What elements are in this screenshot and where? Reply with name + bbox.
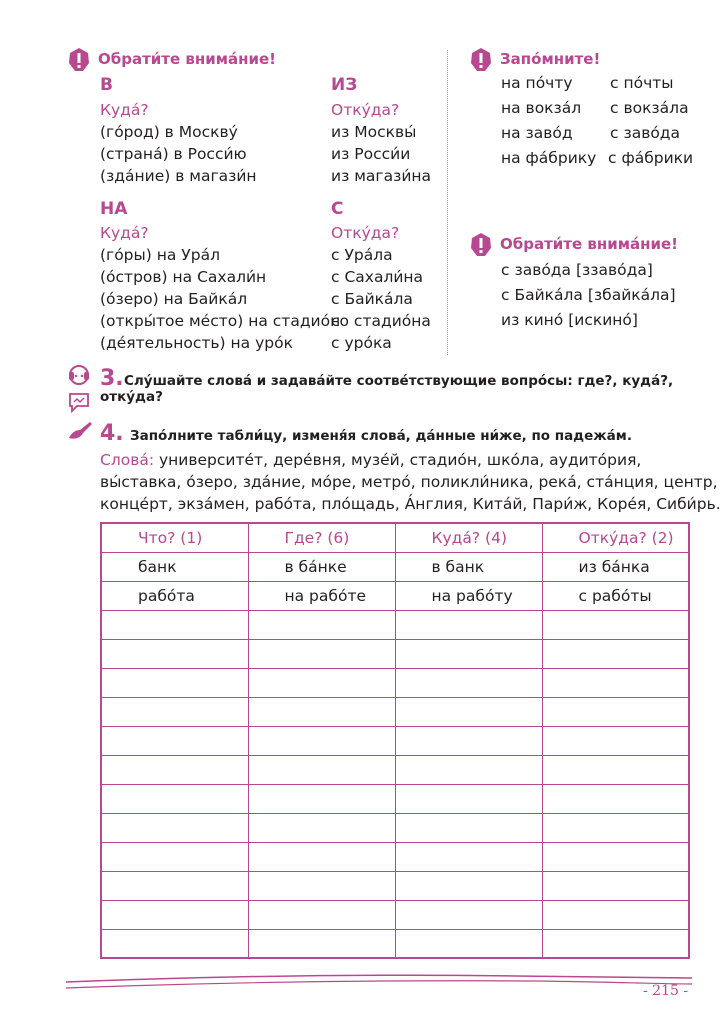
empty-cell[interactable] [101,697,248,726]
empty-cell[interactable] [248,929,395,958]
iz-line: из Москвы́ [331,123,417,141]
empty-cell[interactable] [395,900,542,929]
s-line: с Ура́ла [331,246,393,264]
empty-cell[interactable] [542,900,689,929]
exercise-3-instruction-cont: отку́да? [100,389,163,405]
empty-cell[interactable] [542,639,689,668]
empty-cell[interactable] [542,726,689,755]
s-line: с Сахали́на [331,268,424,286]
empty-cell[interactable] [101,784,248,813]
table-header: Куда́? (4) [395,523,542,552]
empty-cell[interactable] [101,668,248,697]
empty-cell[interactable] [542,697,689,726]
na-line: (го́ры) на Ура́л [100,246,220,264]
table-cell: с рабо́ты [542,581,689,610]
empty-cell[interactable] [395,929,542,958]
words-label: Слова́: [100,451,155,469]
table-row-empty [101,813,689,842]
empty-cell[interactable] [248,610,395,639]
empty-cell[interactable] [395,668,542,697]
table-row-empty [101,697,689,726]
right-note-title: Обрати́те внима́ние! [500,235,679,253]
pronunciation-line: из кино́ [искино́] [501,311,638,329]
empty-cell[interactable] [395,610,542,639]
table-header: Что? (1) [101,523,248,552]
exercise-4-instruction: Запо́лните табли́цу, изменя́я слова́, да́нные ни́же, по падежа́м. [130,428,632,444]
left-note-title: Обрати́те внима́ние! [98,50,277,68]
table-row-empty [101,842,689,871]
footer-decoration [66,968,692,994]
empty-cell[interactable] [395,813,542,842]
empty-cell[interactable] [248,784,395,813]
iz-line: из Росси́и [331,145,411,163]
empty-cell[interactable] [248,726,395,755]
s-line: с Байка́ла [331,290,413,308]
na-line: (о́зеро) на Байка́л [100,290,248,308]
remember-from: с вокза́ла [610,99,689,117]
exclamation-badge-icon [68,47,90,73]
v-line: (зда́ние) в магази́н [100,167,257,185]
table-header: Отку́да? (2) [542,523,689,552]
empty-cell[interactable] [101,871,248,900]
table-cell: в банк [395,552,542,581]
empty-cell[interactable] [395,726,542,755]
table-cell: в ба́нке [248,552,395,581]
table-row-empty [101,726,689,755]
column-divider [447,50,448,355]
table-cell: из ба́нка [542,552,689,581]
remember-to: на по́чту [501,74,573,92]
pronunciation-line: с заво́да [ззаво́да] [501,261,653,279]
empty-cell[interactable] [101,900,248,929]
empty-cell[interactable] [395,871,542,900]
na-line: (откры́тое ме́сто) на стадио́н [100,312,341,330]
remember-from: с по́чты [610,74,674,92]
na-line: (о́стров) на Сахали́н [100,268,267,286]
word-list: университе́т, дере́вня, музе́й, стадио́н, шко́ла, аудито́рия, [154,451,642,469]
table-row-empty [101,668,689,697]
table-row-empty [101,784,689,813]
empty-cell[interactable] [101,726,248,755]
table-cell: на рабо́ту [395,581,542,610]
letter-s: С [331,199,344,219]
empty-cell[interactable] [395,842,542,871]
empty-cell[interactable] [542,610,689,639]
empty-cell[interactable] [101,842,248,871]
letter-iz: ИЗ [331,75,358,95]
table-row-empty [101,610,689,639]
v-line: (го́род) в Москву́ [100,123,238,141]
word-list-line-2: вы́ставка, о́зеро, зда́ние, мо́ре, метро́, поликли́ника, река́, ста́нция, центр, [100,473,718,491]
letter-v: В [100,75,113,95]
empty-cell[interactable] [101,610,248,639]
empty-cell[interactable] [542,755,689,784]
empty-cell[interactable] [542,929,689,958]
table-row-empty [101,639,689,668]
empty-cell[interactable] [101,929,248,958]
remember-to: на фа́брику [501,149,597,167]
table-row-empty [101,929,689,958]
remember-to: на вокза́л [501,99,582,117]
na-line: (де́ятельность) на уро́к [100,334,293,352]
table-row [101,552,689,581]
table-row-empty [101,871,689,900]
table-cell: на рабо́те [248,581,395,610]
table-header: Где? (6) [248,523,395,552]
s-line: со стадио́на [331,312,431,330]
empty-cell[interactable] [248,871,395,900]
empty-cell[interactable] [542,668,689,697]
table-cell: банк [101,552,248,581]
empty-cell[interactable] [248,697,395,726]
pronunciation-line: с Байка́ла [збайка́ла] [501,286,676,304]
empty-cell[interactable] [248,668,395,697]
empty-cell[interactable] [395,784,542,813]
empty-cell[interactable] [248,813,395,842]
word-list-line-3: конце́рт, экза́мен, рабо́та, пло́щадь, А́нглия, Кита́й, Пари́ж, Коре́я, Сиби́рь. [100,495,721,513]
table-header-row [101,523,689,552]
table-row-empty [101,900,689,929]
table-row [101,581,689,610]
empty-cell[interactable] [542,842,689,871]
exercise-4-number: 4. [100,421,124,446]
s-line: с уро́ка [331,334,392,352]
empty-cell[interactable] [248,639,395,668]
empty-cell[interactable] [248,900,395,929]
empty-cell[interactable] [248,842,395,871]
writing-hand-icon [66,418,94,442]
s-question: Отку́да? [331,224,400,242]
exercise-3-number: 3. [100,366,124,391]
v-question: Куда́? [100,101,149,119]
empty-cell[interactable] [395,639,542,668]
remember-from: с фа́брики [608,149,694,167]
empty-cell[interactable] [542,784,689,813]
iz-question: Отку́да? [331,101,400,119]
page-number: - 215 - [643,983,689,999]
empty-cell[interactable] [101,639,248,668]
empty-cell[interactable] [542,871,689,900]
remember-from: с заво́да [610,124,681,142]
listen-headphones-icon [66,363,92,387]
table-cell: рабо́та [101,581,248,610]
na-question: Куда́? [100,224,149,242]
v-line: (страна́) в Росси́ю [100,145,247,163]
exercise-3-instruction: Слу́шайте слова́ и задава́йте соотве́тствующие вопро́сы: где?, куда́?, [124,373,674,389]
empty-cell[interactable] [395,697,542,726]
empty-cell[interactable] [248,755,395,784]
iz-line: из магази́на [331,167,432,185]
remember-to: на заво́д [501,124,573,142]
case-table [100,522,690,959]
word-list-line-1 [100,449,641,471]
table-row-empty [101,755,689,784]
exclamation-badge-icon [470,47,492,73]
empty-cell[interactable] [395,755,542,784]
empty-cell[interactable] [101,813,248,842]
empty-cell[interactable] [542,813,689,842]
remember-title: Запо́мните! [500,50,601,68]
speech-bubble-icon [67,391,91,413]
empty-cell[interactable] [101,755,248,784]
letter-na: НА [100,199,128,219]
exclamation-badge-icon [470,232,492,258]
